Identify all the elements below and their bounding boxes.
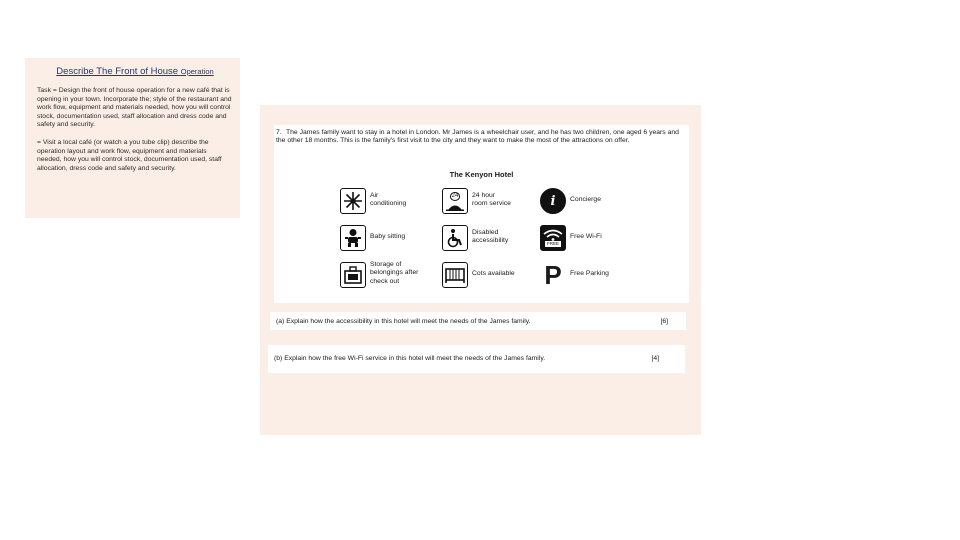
- facility-label: Disabled accessibility: [472, 229, 509, 245]
- question-number: 7.: [276, 129, 282, 136]
- facility-label: 24 hour room service: [472, 192, 511, 208]
- cot-icon: [442, 262, 468, 288]
- facility-room-service: [438, 187, 534, 219]
- part-a-text: (a) Explain how the accessibility in this hotel will meet the needs of the James family.: [276, 318, 531, 325]
- task-title: [37, 66, 233, 77]
- luggage-icon: [340, 262, 366, 288]
- question-part-b: [268, 345, 685, 373]
- part-b-text: (b) Explain how the free Wi-Fi service in this hotel will meet the needs of the James family.: [274, 355, 546, 362]
- facility-concierge: [536, 187, 632, 219]
- facility-label: Free Wi-Fi: [570, 233, 602, 240]
- wifi-free-badge: FREE: [546, 241, 559, 246]
- facility-label: Free Parking: [570, 270, 609, 277]
- part-a-marks: [6]: [660, 318, 668, 325]
- facility-free-parking: [536, 261, 632, 293]
- task-title-main: Describe The Front of House: [56, 66, 179, 77]
- question-part-a: [270, 312, 686, 330]
- hotel-name: The Kenyon Hotel: [449, 170, 514, 179]
- task-card: [25, 58, 240, 218]
- facility-disabled-access: [438, 224, 534, 256]
- facility-label: Concierge: [570, 196, 601, 203]
- part-b-marks: [4]: [651, 355, 659, 362]
- facilities-grid: [336, 187, 626, 295]
- room-service-icon: [442, 188, 468, 214]
- wifi-icon: [540, 225, 566, 251]
- badge-24: 24: [451, 192, 459, 199]
- wheelchair-icon: [442, 225, 468, 251]
- facility-label: Air conditioning: [370, 192, 407, 208]
- exam-panel: [260, 105, 701, 435]
- task-paragraph-1: Task = Design the front of house operation for a new café that is opening in your town. Incorporate the; style of the restaurant and work flow, equipment and materials needed, how you will control stock, documentation used, staff allocation and dress code and safety and security.: [37, 87, 232, 129]
- baby-icon: [340, 225, 366, 251]
- facility-label: Storage of belongings after check out: [370, 261, 419, 285]
- question-box: [274, 125, 689, 303]
- facility-free-wifi: [536, 224, 632, 256]
- facility-cots: [438, 261, 534, 293]
- info-icon: i: [540, 188, 566, 214]
- facility-label: Baby sitting: [370, 233, 406, 240]
- facility-air-conditioning: [336, 187, 432, 219]
- parking-icon: P: [540, 262, 566, 288]
- facility-luggage-storage: [336, 261, 432, 293]
- facility-label: Cots available: [472, 270, 515, 277]
- question-text: [276, 129, 688, 146]
- facility-baby-sitting: [336, 224, 432, 256]
- question-body: The James family want to stay in a hotel in London. Mr James is a wheelchair user, and he has two children, one aged 6 years and the other 18 months. This is the family's first visit to the city and they want to make the most of the attractions on offer.: [276, 129, 679, 145]
- task-paragraph-2: = Visit a local café (or watch a you tube clip) describe the operation layout and work flow, equipment and materials needed, how you will control stock, documentation used, staff allocation, dress code and safety and security.: [37, 138, 222, 172]
- task-title-small: Operation: [180, 67, 214, 76]
- snowflake-icon: [340, 188, 366, 214]
